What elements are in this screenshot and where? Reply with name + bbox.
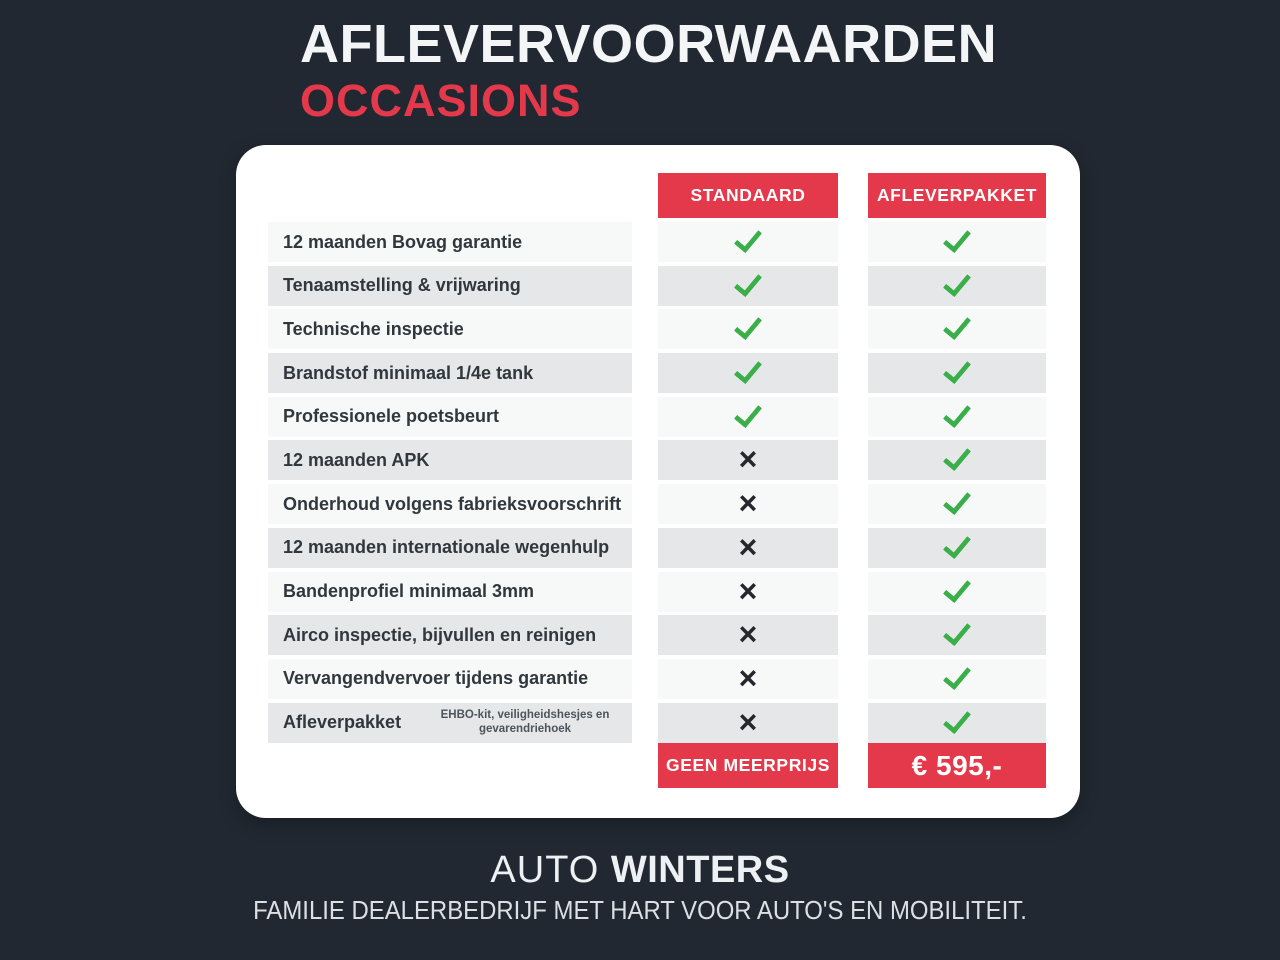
standaard-mark-icon: [658, 659, 838, 699]
brand-tagline: FAMILIE DEALERBEDRIJF MET HART VOOR AUTO'S EN MOBILITEIT.: [253, 895, 1027, 925]
feature-row: Onderhoud volgens fabrieksvoorschrift: [268, 484, 632, 524]
afleverpakket-mark-icon: [868, 266, 1046, 306]
afleverpakket-mark-icon: [868, 397, 1046, 437]
feature-row: Brandstof minimaal 1/4e tank: [268, 353, 632, 393]
brand-name: [0, 850, 1280, 892]
afleverpakket-mark-icon: [868, 528, 1046, 568]
afleverpakket-mark-icon: [868, 309, 1046, 349]
afleverpakket-mark-icon: [868, 484, 1046, 524]
standaard-mark-icon: [658, 266, 838, 306]
feature-row: 12 maanden Bovag garantie: [268, 222, 632, 262]
price-afleverpakket: € 595,-: [868, 743, 1046, 788]
standaard-mark-icon: [658, 528, 838, 568]
standaard-mark-icon: [658, 397, 838, 437]
standaard-mark-icon: [658, 222, 838, 262]
comparison-card: [236, 145, 1080, 818]
standaard-mark-icon: [658, 615, 838, 655]
afleverpakket-mark-icon: [868, 659, 1046, 699]
afleverpakket-mark-icon: [868, 615, 1046, 655]
afleverpakket-column: [868, 222, 1046, 743]
feature-row: Tenaamstelling & vrijwaring: [268, 266, 632, 306]
standaard-mark-icon: [658, 484, 838, 524]
feature-row: [268, 703, 632, 743]
feature-row: Professionele poetsbeurt: [268, 397, 632, 437]
column-header-standaard: STANDAARD: [658, 173, 838, 218]
page-title: AFLEVERVOORWAARDEN: [300, 14, 998, 74]
feature-row: 12 maanden APK: [268, 440, 632, 480]
afleverpakket-mark-icon: [868, 703, 1046, 743]
standaard-mark-icon: [658, 353, 838, 393]
standaard-mark-icon: [658, 309, 838, 349]
feature-row: Technische inspectie: [268, 309, 632, 349]
standaard-mark-icon: [658, 703, 838, 743]
feature-row: Bandenprofiel minimaal 3mm: [268, 572, 632, 612]
afleverpakket-mark-icon: [868, 353, 1046, 393]
feature-row: Airco inspectie, bijvullen en reinigen: [268, 615, 632, 655]
brand-name-regular: AUTO: [490, 849, 611, 891]
standaard-column: [658, 222, 838, 743]
feature-row: Vervangendvervoer tijdens garantie: [268, 659, 632, 699]
afleverpakket-mark-icon: [868, 572, 1046, 612]
standaard-mark-icon: [658, 440, 838, 480]
page-title-block: [300, 14, 998, 126]
page-subtitle: OCCASIONS: [300, 74, 582, 126]
price-standaard: GEEN MEERPRIJS: [658, 743, 838, 788]
feature-row: 12 maanden internationale wegenhulp: [268, 528, 632, 568]
afleverpakket-mark-icon: [868, 222, 1046, 262]
brand-name-bold: WINTERS: [610, 849, 790, 891]
afleverpakket-mark-icon: [868, 440, 1046, 480]
feature-label: Afleverpakket: [283, 712, 402, 733]
feature-labels-column: [268, 222, 632, 743]
standaard-mark-icon: [658, 572, 838, 612]
feature-note: EHBO-kit, veiligheidshesjes en gevarendriehoek: [440, 709, 610, 735]
column-header-afleverpakket: AFLEVERPAKKET: [868, 173, 1046, 218]
